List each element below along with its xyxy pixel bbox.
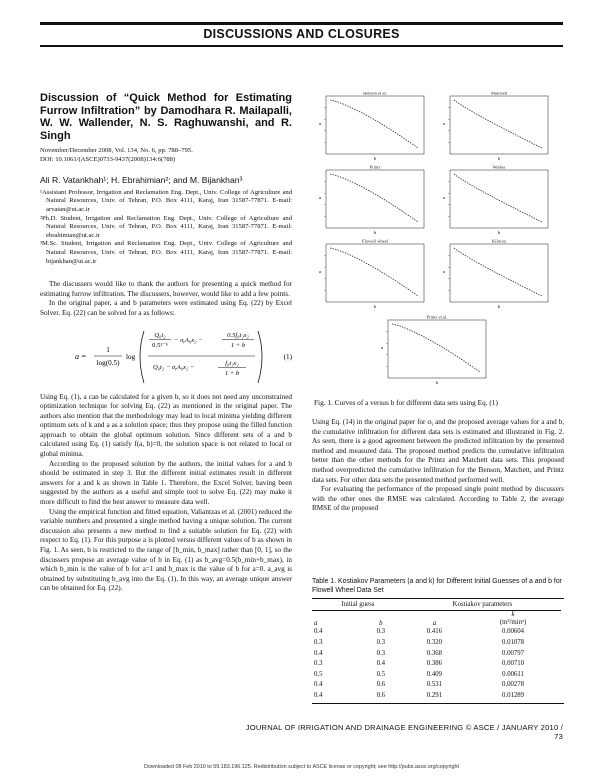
table-cell: 0.3: [314, 660, 323, 668]
y-axis-label: a: [319, 195, 322, 200]
group-initial-guess: Initial guess: [312, 599, 404, 610]
download-notice: Downloaded 08 Feb 2010 to 59.183.196.125. Redistribution subject to ASCE license or copyright; see http://pubs.asce.org/copyright: [144, 764, 459, 770]
eq-log: log: [126, 352, 136, 361]
table-cell: 0.3: [314, 638, 323, 646]
table-cell: 0.4: [376, 660, 386, 668]
table-cell: 0.3: [376, 649, 386, 657]
eq-lhs: a =: [75, 351, 87, 361]
table-body: [312, 627, 561, 701]
figure-panels: [314, 92, 562, 392]
panel-title: Matchett: [490, 92, 508, 96]
group-kostiakov: Kostiakov parameters: [404, 599, 561, 610]
table-cell: 0.3: [376, 628, 386, 636]
panel-frame: [450, 244, 548, 302]
affiliation-1: ¹Assistant Professor, Irrigation and Reclamation Eng. Dept., Univ. College of Agriculture and Natural Resources, Univ. of Tehran, P.O. Box 4111, Karaj, Iran 31587-77871. E-mail: arvatan@ut.ac.ir: [40, 188, 292, 213]
journal-footer: JOURNAL OF IRRIGATION AND DRAINAGE ENGINEERING © ASCE / JANUARY 2010 / 73: [245, 723, 563, 741]
article-doi: DOI: 10.1061/(ASCE)0733-9437(2008)134:6(788): [40, 155, 176, 163]
panel-frame: [326, 170, 424, 228]
table-row: [312, 690, 561, 701]
figure-panel: [443, 239, 548, 310]
table-cell: 0.416: [426, 628, 443, 636]
affiliation-2: ²Ph.D. Student, Irrigation and Reclamation Eng. Dept., Univ. College of Agriculture and Natural Resources, Univ. of Tehran, P.O. Box 4111, Karaj, Iran 31587-77871. E-mail: ebrahimian@ut.ac.ir: [40, 214, 292, 239]
table-cell: 0.01289: [501, 691, 525, 699]
paragraph: Using Eq. (14) in the original paper for σᵧ and the proposed average values for a and b, the cumulative infiltration for different data sets is estimated and illustrated in Fig. 2. As seen, there is a good agreement between the predicted infiltration by the presented method and measured data. The proposed method predicts the cumulative infiltration better than the other methods for the Printz and Matchett data sets. This proposed method overpredicted the cumulative infiltration for the Benson, Matchett, and Printz data sets. For other data sets the presented method performed well.: [312, 418, 564, 484]
col-a2: a: [432, 619, 437, 627]
left-column: [40, 92, 292, 594]
eq-number: (1): [283, 352, 292, 361]
eq-pre-num: 1: [106, 345, 110, 354]
table-cell: 0.5: [314, 670, 323, 678]
table-cell: 0.3: [376, 638, 386, 646]
equation-graphic: [40, 325, 292, 387]
panel-frame: [326, 244, 424, 302]
table-cell: 0.320: [426, 638, 443, 646]
table-cell: 0.00604: [501, 628, 525, 636]
panel-title: Flowell wheel: [361, 238, 389, 244]
article-title: Discussion of “Quick Method for Estimating Furrow Infiltration” by Damodhara R. Mailapalli, W. W. Wallender, N. S. Raghuwanshi, and R. Singh: [40, 92, 292, 142]
eq-n2-e: 1 + b: [224, 369, 240, 377]
y-axis-label: a: [443, 269, 446, 274]
header-rule-bottom: [40, 45, 563, 47]
paragraph: Using Eq. (1), a can be calculated for a given b, so it does not need any unconstrained optimization technique for solving Eq. (22) as mentioned in the original paper. The authors also mention that the methodology may lead to local minima yielding different optimum sets of k and a as a solution space; thus they propose using the filled function approach to obtain the global optimum solution. Since different sets of a and b calculated using Eq. (1) satisfy f(a, b)=0, the solution space is not related to local or global minima.: [40, 392, 292, 459]
panel-title: Kiloroz: [491, 238, 507, 244]
x-axis-label: b: [497, 304, 501, 309]
table-cell: 0.409: [426, 670, 443, 678]
table-row: [312, 658, 561, 669]
table-1: [312, 577, 564, 704]
curve-a-vs-b: [454, 100, 542, 148]
table-cell: 0.4: [314, 691, 323, 699]
table-cell: 0.00797: [501, 649, 525, 657]
x-axis-label: b: [497, 156, 501, 161]
table-cell: 0.6: [376, 681, 386, 689]
panel-frame: [326, 96, 424, 154]
figure-panel: [319, 165, 424, 236]
table-group-header: [312, 599, 561, 610]
affiliations: [40, 189, 292, 266]
x-axis-label: b: [373, 304, 377, 309]
discussion-authors: Ali R. Vatankhah¹; H. Ebrahimian²; and M. Bijankhan³: [40, 175, 243, 186]
figure-panel: [443, 165, 548, 236]
figure-panel: [443, 92, 548, 161]
col-k-label: k: [511, 610, 515, 618]
figure-panel: [319, 92, 424, 161]
eq-n2-d: f₀t₂x₂: [225, 359, 239, 367]
table-cell: 0.6: [376, 691, 386, 699]
eq-n1-c: − σᵧA₀x₂ −: [174, 336, 203, 344]
eq-n1-a: Q₀t₂: [154, 331, 166, 339]
table-cell: 0.4: [314, 649, 323, 657]
curve-a-vs-b: [330, 174, 418, 222]
curve-a-vs-b: [392, 324, 480, 372]
table-cell: 0.531: [426, 681, 443, 689]
panel-frame: [450, 96, 548, 154]
equation-1: [40, 325, 292, 387]
figure-panel: [319, 239, 424, 310]
section-title: DISCUSSIONS AND CLOSURES: [203, 27, 400, 41]
panel-frame: [388, 320, 486, 378]
kostiakov-table: [312, 599, 561, 701]
x-axis-label: b: [435, 380, 439, 385]
affiliation-3: ³M.Sc. Student, Irrigation and Reclamation Eng. Dept., Univ. College of Agriculture and Natural Resources, Univ. of Tehran, P.O. Box 4111, Karaj, Iran 31587-77871. E-mail: bijankhan@ut.ac.ir: [40, 240, 292, 265]
y-axis-label: a: [319, 121, 322, 126]
col-k: [465, 610, 561, 627]
paragraph: Using the empirical function and fitted equation, Valiantzas et al. (2001) reduced the variable numbers and presented a single method having a unique solution. The current discussion also presents a new method to find a suitable solution for Eq. (22) with respect to Eq. (1). For this purpose a is plotted versus different values of b as shown in Fig. 1. As seen, b is restricted to the range of [b_min, b_max] rather than [0, 1], so the discussers propose an average value of b in Eq. (1) as b_avg=0.5(b_min+b_max), in which b_min is the value of b for a=1 and b_max is the value of b for a=0. a_avg is obtained by substituting b_avg into the Eq. (1). In this way, an average unique answer can be obtained for Eq. (22).: [40, 507, 292, 593]
table-row: [312, 637, 561, 648]
table-cell: 0.01078: [501, 638, 525, 646]
curve-a-vs-b: [330, 248, 418, 296]
y-axis-label: a: [443, 195, 446, 200]
table-cell: 0.00278: [501, 681, 525, 689]
x-axis-label: b: [497, 230, 501, 235]
x-axis-label: b: [373, 156, 377, 161]
table-row: [312, 669, 561, 680]
col-b: b: [379, 619, 383, 627]
figure-1: [314, 92, 562, 392]
eq-pre-den: log(0.5): [96, 358, 120, 367]
paragraph: In the original paper, a and b parameters were estimated using Eq. (22) by Excel Solver. Eq. (22) can be solved for a as follows:: [40, 299, 292, 317]
curve-a-vs-b: [330, 100, 418, 148]
table-row: [312, 627, 561, 638]
table-cell: 0.386: [426, 660, 443, 668]
col-k-units: (m²/minᵃ): [499, 618, 527, 626]
col-a: a: [314, 619, 318, 627]
panel-title: Printz et al.: [426, 314, 448, 320]
table-subheader: [312, 610, 561, 627]
x-axis-label: b: [373, 230, 377, 235]
table-cell: 0.368: [426, 649, 443, 657]
table-cell: 0.5: [376, 670, 386, 678]
right-column: [312, 418, 564, 514]
curve-a-vs-b: [454, 174, 542, 222]
eq-n2-a: Q₀t₂ − σᵧA₀x₂ −: [153, 363, 195, 371]
table-cell: 0.00611: [502, 670, 524, 678]
header-rule-top: [40, 22, 563, 25]
y-axis-label: a: [381, 345, 384, 350]
table-caption: Table 1. Kostiakov Parameters (a and k) for Different Initial Guesses of a and b for Flowell Wheel Data Set: [312, 578, 562, 594]
eq-open-paren: [140, 331, 144, 383]
eq-n1-e: 1 + b: [230, 341, 246, 349]
table-cell: 0.4: [314, 628, 323, 636]
eq-n1-d: 0.5f₀t₂x₂: [227, 331, 249, 339]
table-cell: 0.291: [426, 691, 443, 699]
panel-title: Printz: [369, 164, 381, 170]
figure-panel: [381, 315, 486, 386]
article-reference-line1: November/December 2008, Vol. 134, No. 6, pp. 788–795.: [40, 147, 193, 154]
curve-a-vs-b: [454, 248, 542, 296]
eq-close-paren: [258, 331, 262, 383]
table-row: [312, 680, 561, 691]
table-cell: 0.00710: [501, 660, 525, 668]
eq-n1-b: 0.5¹⁻ᵇ: [152, 341, 168, 349]
figure-caption: Fig. 1. Curves of a versus b for different data sets using Eq. (1): [314, 398, 498, 407]
panel-title: Benson et al.: [363, 92, 387, 96]
table-cell: 0.4: [314, 681, 323, 689]
paragraph: For evaluating the performance of the proposed single point method by discussers with the other ones the RMSE was calculated. According to Table 2, the average RMSE of the proposed: [312, 485, 564, 513]
y-axis-label: a: [443, 121, 446, 126]
y-axis-label: a: [319, 269, 322, 274]
paragraph: According to the proposed solution by the authors, the initial values for a and b should be estimated in step 3. But the different initial estimates result in different answers for a and k as shown in Table 1. Therefore, the Excel Solver, having been suggested by the authors as a useful and simple tool to solve Eq. (22) may make it more difficult to find the best answer to measure data well.: [40, 459, 292, 507]
panel-frame: [450, 170, 548, 228]
paragraph: The discussers would like to thank the authors for presenting a quick method for estimating furrow infiltration. The discussers, however, would like to add a few points.: [40, 280, 292, 298]
table-row: [312, 648, 561, 659]
panel-title: Walker: [492, 164, 506, 170]
